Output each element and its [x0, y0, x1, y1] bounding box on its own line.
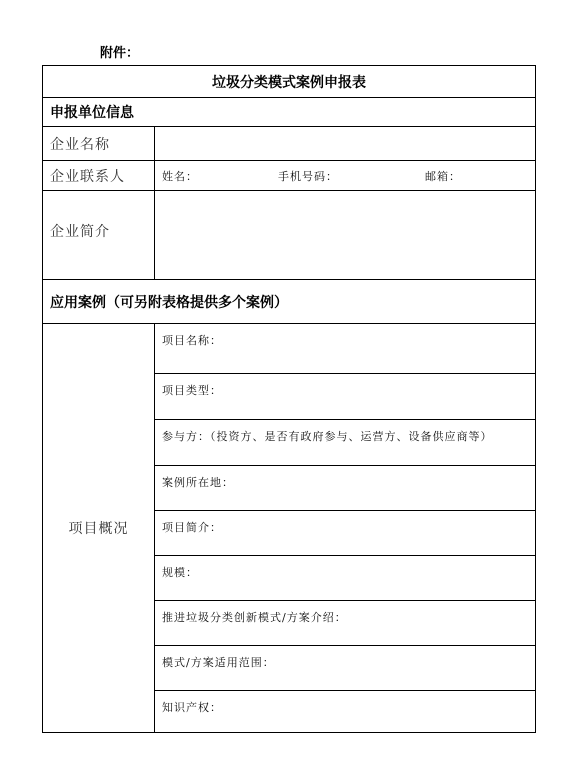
contact-email-label: 邮箱：: [425, 169, 461, 183]
case-section-heading: 应用案例（可另附表格提供多个案例）: [43, 279, 535, 323]
project-field-label: 项目简介：: [162, 521, 222, 534]
project-field-label: 参与方：（投资方、是否有政府参与、运营方、设备供应商等）: [162, 430, 493, 443]
project-field-label: 知识产权：: [162, 701, 222, 714]
project-overview-label: 项目概况: [43, 324, 155, 732]
company-name-row: [43, 126, 535, 160]
project-fields-column: [155, 324, 535, 732]
innovation-model-field[interactable]: [155, 600, 535, 645]
form-title: 垃圾分类模式案例申报表: [212, 74, 366, 91]
intellectual-property-field[interactable]: [155, 690, 535, 732]
project-intro-field[interactable]: [155, 510, 535, 555]
project-field-label: 案例所在地：: [162, 476, 234, 489]
application-form-table: [42, 65, 536, 733]
project-field-label: 项目类型：: [162, 384, 222, 397]
company-intro-field[interactable]: [155, 191, 535, 279]
company-intro-row: [43, 190, 535, 279]
company-name-field[interactable]: [155, 127, 535, 160]
project-type-field[interactable]: [155, 373, 535, 419]
contact-name-label: 姓名：: [162, 169, 198, 183]
applicant-section-heading: 申报单位信息: [43, 97, 535, 126]
company-contact-row: [43, 160, 535, 190]
applicable-scope-field[interactable]: [155, 645, 535, 690]
company-name-label: 企业名称: [43, 127, 155, 160]
project-overview-block: [43, 323, 535, 732]
company-contact-label: 企业联系人: [43, 161, 155, 190]
project-name-field[interactable]: [155, 324, 535, 373]
project-field-label: 推进垃圾分类创新模式/方案介绍：: [162, 611, 347, 624]
contact-phone-label: 手机号码：: [278, 169, 338, 183]
company-intro-label: 企业简介: [43, 191, 155, 279]
project-field-label: 项目名称：: [162, 334, 222, 347]
company-contact-field[interactable]: [155, 161, 535, 190]
case-location-field[interactable]: [155, 465, 535, 510]
project-field-label: 模式/方案适用范围：: [162, 656, 275, 669]
scale-field[interactable]: [155, 555, 535, 600]
participants-field[interactable]: [155, 419, 535, 465]
project-field-label: 规模：: [162, 566, 198, 579]
attachment-label: 附件：: [100, 46, 140, 61]
